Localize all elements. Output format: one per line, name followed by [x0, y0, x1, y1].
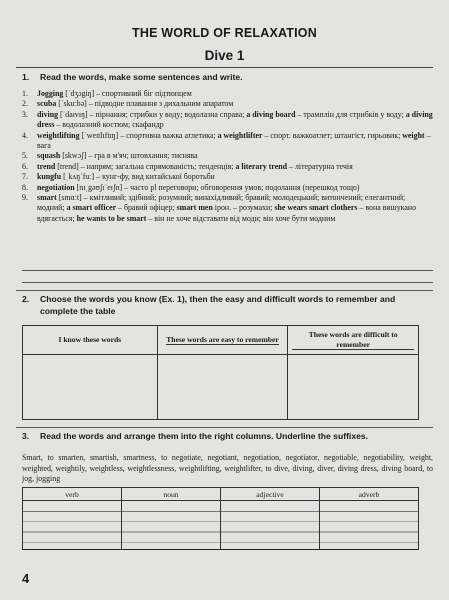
- vocabulary-definition: [ˈdaɪvɪŋ] – пірнання; стрибки у воду; водолазна справа;: [58, 109, 247, 119]
- writing-line[interactable]: [22, 270, 433, 271]
- vocabulary-definition: – трамплін для стрибків у воду;: [295, 109, 406, 119]
- vocabulary-definition: [ˈweɪtlɪftɪŋ] – спортивна важка атлетика;: [79, 130, 218, 140]
- vocabulary-definition: – водолазний костюм; скафандр: [54, 120, 164, 130]
- vocabulary-definition: – бравий офіцер;: [116, 203, 177, 213]
- vocabulary-item-number: 9.: [22, 193, 28, 203]
- table-header-verb: verb: [23, 488, 122, 501]
- title-divider: [16, 67, 433, 68]
- exercise-1-number: 1.: [22, 72, 30, 82]
- vocabulary-item: [22, 131, 433, 152]
- vocabulary-item-number: 8.: [22, 182, 28, 192]
- writing-line[interactable]: [22, 282, 433, 283]
- vocabulary-item-number: 5.: [22, 151, 28, 161]
- vocabulary-term: he wants to be smart: [76, 213, 147, 223]
- vocabulary-term: squash: [37, 151, 61, 161]
- vocabulary-item: [22, 162, 433, 172]
- vocabulary-item: [22, 89, 433, 99]
- table-header-difficult: These words are difficult to remember: [288, 326, 419, 355]
- vocabulary-definition: [skwɔʃ] – гра в м'яч; штовхання; тиснява: [60, 151, 198, 161]
- vocabulary-item: [22, 99, 433, 109]
- table-header-known: I know these words: [23, 326, 158, 355]
- vocabulary-term: a diving board: [246, 109, 296, 119]
- table-cell-difficult[interactable]: [288, 355, 419, 420]
- vocabulary-term: weight: [402, 130, 425, 140]
- exercise-2-text: Choose the words you know (Ex. 1), then the easy and difficult words to remember and complete the table: [40, 294, 396, 316]
- vocabulary-item: [22, 193, 433, 224]
- vocabulary-item-number: 7.: [22, 172, 28, 182]
- exercise-1-instruction: [22, 72, 433, 84]
- section-divider: [16, 427, 433, 428]
- words-memory-table: [22, 325, 419, 420]
- vocabulary-definition: [trend] – напрям; загальна спрямованість; тенденція;: [55, 161, 236, 171]
- vocabulary-item-number: 3.: [22, 109, 28, 119]
- vocabulary-term: scuba: [37, 99, 57, 109]
- table-cell-known[interactable]: [23, 355, 158, 420]
- table-header-adverb: adverb: [320, 488, 419, 501]
- vocabulary-item-number: 4.: [22, 130, 28, 140]
- vocabulary-definition: – вона вишукано вдягається;: [37, 203, 417, 223]
- vocabulary-term: smart men: [176, 203, 213, 213]
- vocabulary-term: Jogging: [37, 89, 64, 98]
- vocabulary-list: [22, 89, 433, 224]
- exercise-2-number: 2.: [22, 294, 30, 304]
- vocabulary-term: trend: [37, 161, 56, 171]
- parts-of-speech-table: [22, 487, 419, 550]
- vocabulary-definition: ірон. – розумахи;: [212, 203, 275, 213]
- vocabulary-item: [22, 172, 433, 182]
- vocabulary-definition: – літературна течія: [287, 161, 353, 171]
- table-header-noun: noun: [122, 488, 221, 501]
- exercise-1-text: Read the words, make some sentences and write.: [40, 72, 243, 82]
- vocabulary-term: negotiation: [37, 182, 75, 192]
- vocabulary-term: a literary trend: [235, 161, 288, 171]
- vocabulary-term: a weightlifter: [217, 130, 263, 140]
- vocabulary-definition: [smɑːt] – кмітливий; здібний; розумний; винахідливий; бравий; молодецький; витончений; елегантний; модний;: [37, 193, 406, 213]
- vocabulary-definition: – він не хоче відставати від моди; він хоче бути модним: [146, 213, 336, 223]
- page-number: 4: [22, 571, 30, 586]
- vocabulary-definition: [nɪˌgəʊʃɪˈeɪʃn] – часто pl переговори; обговорення умов; подолання (перешкод тощо): [74, 182, 360, 192]
- lesson-subtitle: Dive 1: [204, 48, 245, 63]
- vocabulary-definition: – вага: [37, 130, 431, 151]
- vocabulary-term: smart: [37, 193, 57, 203]
- table-cell-easy[interactable]: [157, 355, 288, 420]
- vocabulary-definition: – спорт. важкоатлет; штангіст, гирьовик;: [262, 130, 403, 140]
- table-column-noun[interactable]: [122, 501, 221, 550]
- vocabulary-item-number: 1.: [22, 89, 28, 98]
- exercise-2-instruction: [22, 294, 433, 317]
- vocabulary-item: [22, 151, 433, 161]
- vocabulary-term: a smart officer: [66, 203, 117, 213]
- vocabulary-term: diving: [37, 109, 59, 119]
- exercise-3-number: 3.: [22, 431, 30, 441]
- vocabulary-term: she wears smart clothers: [274, 203, 358, 213]
- vocabulary-definition: [ˌkʌŋˈfuː] – кунг-фу, вид китайської боротьби: [61, 172, 215, 182]
- table-column-verb[interactable]: [23, 501, 122, 550]
- vocabulary-term: kungfu: [37, 172, 62, 182]
- exercise-3-text: Read the words and arrange them into the right columns. Underline the suffixes.: [40, 431, 369, 441]
- vocabulary-item-number: 6.: [22, 161, 28, 171]
- table-column-adverb[interactable]: [320, 501, 419, 550]
- vocabulary-item: [22, 183, 433, 193]
- vocabulary-term: a diving dress: [37, 109, 433, 130]
- vocabulary-definition: [ˈdʒɔgiŋ] – спортивний біг підтюпцем: [63, 89, 192, 98]
- section-divider: [16, 290, 433, 291]
- page-title: THE WORLD OF RELAXATION: [132, 26, 317, 40]
- vocabulary-term: weightlifting: [37, 130, 80, 140]
- vocabulary-item: [22, 110, 433, 131]
- exercise-3-instruction: [22, 431, 433, 443]
- exercise-3-word-list: Smart, to smarten, smartish, smartness, to negotiate, negotiant, negotiation, negotiator, negotiable, negotiability, weight, weighted, weightily, weightless, weightlessness, weightlifting, weightlifter, to dive, diving, diver, diving dress, diving board, to jog, jogging: [22, 453, 433, 484]
- vocabulary-definition: [ˈskuːbə] – підводне плавання з дихальним апаратом: [56, 99, 234, 109]
- table-column-adjective[interactable]: [221, 501, 320, 550]
- vocabulary-item-number: 2.: [22, 99, 28, 109]
- table-header-easy: These words are easy to remember: [157, 326, 288, 355]
- table-header-adjective: adjective: [221, 488, 320, 501]
